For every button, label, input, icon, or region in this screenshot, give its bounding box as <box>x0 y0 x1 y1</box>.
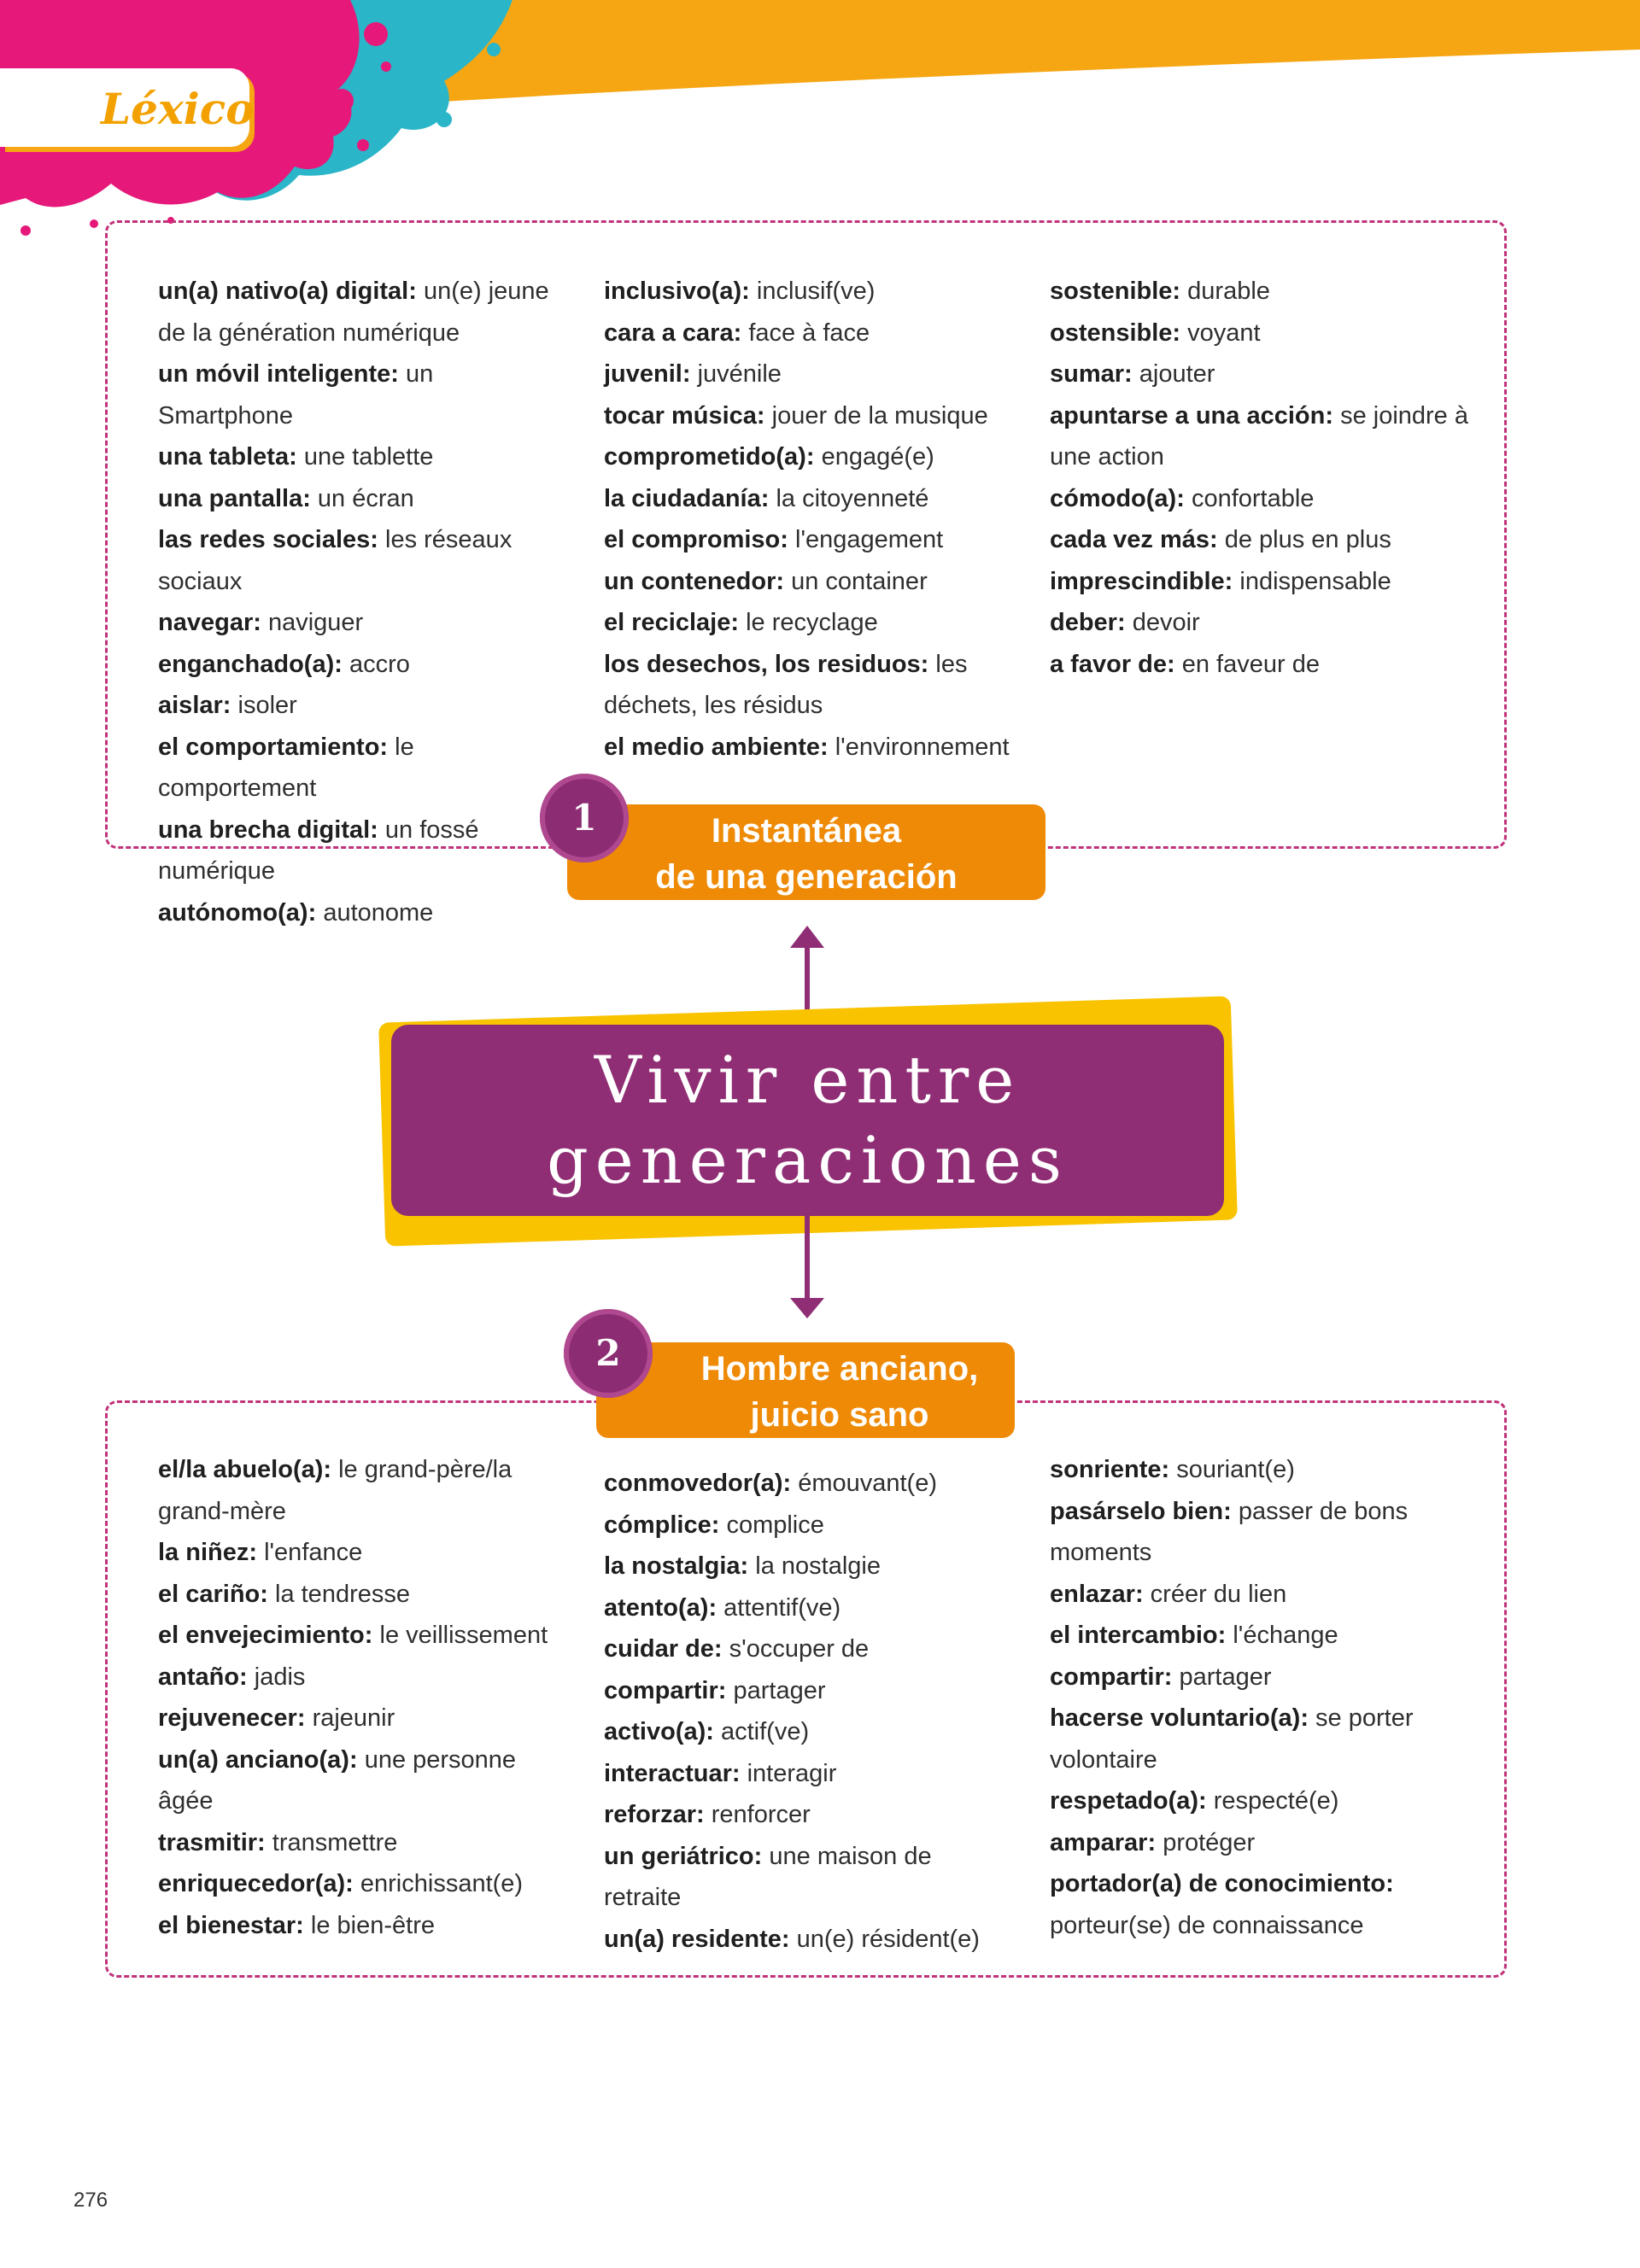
section2-title-line1: Hombre anciano, <box>700 1350 979 1388</box>
vocab-entry: compartir: partager <box>604 1676 826 1704</box>
vocab-entry: navegar: naviguer <box>158 609 364 636</box>
vocab-entry: hacerse voluntario(a): se porter volontaire <box>1050 1704 1414 1774</box>
vocab-entry: juvenil: juvénile <box>604 360 782 388</box>
vocab-entry: trasmitir: transmettre <box>158 1828 398 1856</box>
section2-column-2 <box>604 1463 1014 1960</box>
section2-title-line2: juicio sano <box>750 1396 929 1434</box>
vocab-entry: un(a) residente: un(e) résident(e) <box>604 1925 980 1953</box>
vocab-entry: el comportamiento: le comportement <box>158 733 414 802</box>
vocab-entry: comprometido(a): engagé(e) <box>604 443 934 471</box>
section2-column-3 <box>1050 1449 1477 1946</box>
vocab-entry: el intercambio: l'échange <box>1050 1622 1338 1649</box>
vocab-entry: la nostalgia: la nostalgie <box>604 1552 881 1580</box>
vocab-entry: un geriátrico: une maison de retraite <box>604 1842 932 1911</box>
vocab-entry: conmovedor(a): émouvant(e) <box>604 1470 938 1497</box>
center-title-line2: generaciones <box>547 1122 1069 1198</box>
section2-column-1 <box>158 1449 568 1946</box>
vocab-entry: antaño: jadis <box>158 1663 306 1691</box>
section1-title-banner <box>567 804 1046 900</box>
section2-title-banner <box>596 1342 1015 1438</box>
section1-column-1 <box>158 271 568 933</box>
page-number: 276 <box>73 2189 108 2212</box>
section2-number-badge: 2 <box>564 1309 653 1398</box>
vocab-entry: deber: devoir <box>1050 609 1200 636</box>
vocab-entry: una brecha digital: un fossé numérique <box>158 815 479 885</box>
center-title <box>391 1025 1224 1216</box>
vocab-entry: reforzar: renforcer <box>604 1801 811 1828</box>
vocab-entry: portador(a) de conocimiento: porteur(se) de connaissance <box>1050 1870 1394 1939</box>
vocab-entry: la ciudadanía: la citoyenneté <box>604 484 929 512</box>
vocab-entry: rejuvenecer: rajeunir <box>158 1704 395 1732</box>
vocab-entry: autónomo(a): autonome <box>158 898 434 926</box>
vocab-entry: el envejecimiento: le veillissement <box>158 1622 548 1649</box>
vocab-entry: cuidar de: s'occuper de <box>604 1635 870 1663</box>
vocab-entry: enriquecedor(a): enrichissant(e) <box>158 1870 524 1897</box>
arrow-up-head <box>790 926 824 948</box>
section1-title-line1: Instantánea <box>711 812 902 850</box>
vocab-entry: cada vez más: de plus en plus <box>1050 526 1391 553</box>
lexico-label <box>0 68 255 147</box>
arrow-down-head <box>790 1298 824 1318</box>
vocab-entry: los desechos, los residuos: les déchets, les résidus <box>604 650 968 719</box>
vocab-entry: un móvil inteligente: un Smartphone <box>158 360 434 430</box>
section1-column-3 <box>1050 271 1477 685</box>
vocab-entry: cara a cara: face à face <box>604 319 870 347</box>
section1-column-2 <box>604 271 1014 768</box>
vocab-entry: el/la abuelo(a): le grand-père/la grand-mère <box>158 1456 512 1525</box>
vocab-entry: amparar: protéger <box>1050 1828 1256 1856</box>
vocab-entry: sumar: ajouter <box>1050 360 1215 388</box>
vocab-entry: a favor de: en faveur de <box>1050 650 1320 678</box>
vocab-entry: atento(a): attentif(ve) <box>604 1593 841 1622</box>
vocab-entry: apuntarse a una acción: se joindre à une action <box>1050 401 1468 471</box>
vocab-entry: una tableta: une tablette <box>158 443 434 471</box>
section1-number-badge: 1 <box>540 774 629 862</box>
center-title-line1: Vivir entre <box>594 1042 1022 1118</box>
vocab-entry: cómodo(a): confortable <box>1050 484 1315 512</box>
vocab-entry: el reciclaje: le recyclage <box>604 609 878 636</box>
vocab-entry: tocar música: jouer de la musique <box>604 401 988 430</box>
vocab-entry: las redes sociales: les réseaux sociaux <box>158 526 512 595</box>
vocab-entry: aislar: isoler <box>158 692 297 719</box>
lexico-label-text: Léxico <box>101 84 255 134</box>
vocab-entry: interactuar: interagir <box>604 1759 837 1787</box>
vocab-entry: compartir: partager <box>1050 1663 1272 1691</box>
vocab-entry: enganchado(a): accro <box>158 650 410 678</box>
vocab-entry: el medio ambiente: l'environnement <box>604 733 1010 761</box>
vocab-entry: el cariño: la tendresse <box>158 1580 410 1608</box>
vocab-entry: activo(a): actif(ve) <box>604 1718 810 1745</box>
vocab-entry: enlazar: créer du lien <box>1050 1580 1287 1608</box>
vocab-entry: una pantalla: un écran <box>158 484 414 512</box>
vocab-entry: un(a) anciano(a): une personne âgée <box>158 1745 517 1815</box>
vocab-entry: el compromiso: l'engagement <box>604 526 944 553</box>
vocab-entry: respetado(a): respecté(e) <box>1050 1787 1339 1815</box>
vocab-entry: ostensible: voyant <box>1050 319 1261 347</box>
vocab-entry: pasárselo bien: passer de bons moments <box>1050 1497 1409 1566</box>
vocab-entry: un(a) nativo(a) digital: un(e) jeune de la génération numérique <box>158 278 549 347</box>
vocab-entry: inclusivo(a): inclusif(ve) <box>604 278 876 305</box>
vocab-entry: sostenible: durable <box>1050 278 1270 305</box>
section1-title-line2: de una generación <box>655 858 958 896</box>
vocab-entry: cómplice: complice <box>604 1511 824 1539</box>
vocab-entry: imprescindible: indispensable <box>1050 567 1391 595</box>
vocab-entry: el bienestar: le bien-être <box>158 1911 435 1939</box>
vocab-entry: la niñez: l'enfance <box>158 1539 363 1566</box>
vocab-entry: un contenedor: un container <box>604 567 928 595</box>
vocab-entry: sonriente: souriant(e) <box>1050 1456 1295 1483</box>
